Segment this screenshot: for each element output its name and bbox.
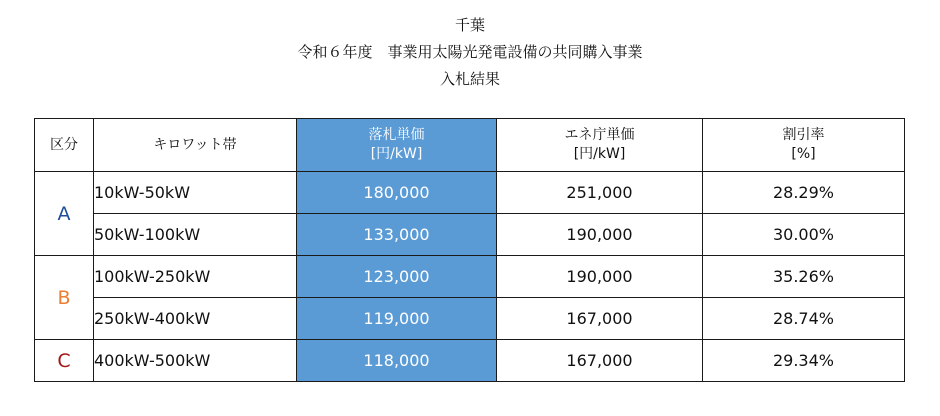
table-row <box>35 214 905 256</box>
kw-band-cell: 100kW-250kW <box>94 256 297 298</box>
header-kw-band: キロワット帯 <box>94 119 297 172</box>
header-agency-price-unit: [円/kW] <box>573 146 626 162</box>
category-a: A <box>35 172 94 256</box>
kw-band-cell: 250kW-400kW <box>94 298 297 340</box>
bid-price-cell: 118,000 <box>297 340 497 382</box>
agency-price-cell: 167,000 <box>497 298 703 340</box>
header-category: 区分 <box>35 119 94 172</box>
category-b: B <box>35 256 94 340</box>
agency-price-cell: 167,000 <box>497 340 703 382</box>
bid-price-cell: 180,000 <box>297 172 497 214</box>
agency-price-cell: 190,000 <box>497 256 703 298</box>
header-agency-price-label: エネ庁単価 <box>564 127 635 143</box>
bid-result-table <box>34 118 905 382</box>
title-block <box>0 12 940 93</box>
header-bid-price-unit: [円/kW] <box>370 146 423 162</box>
discount-cell: 30.00% <box>703 214 905 256</box>
bid-price-cell: 123,000 <box>297 256 497 298</box>
discount-cell: 35.26% <box>703 256 905 298</box>
discount-cell: 28.74% <box>703 298 905 340</box>
bid-price-cell: 133,000 <box>297 214 497 256</box>
header-bid-price <box>297 119 497 172</box>
kw-band-cell: 50kW-100kW <box>94 214 297 256</box>
header-discount-label: 割引率 <box>782 127 825 143</box>
kw-band-cell: 10kW-50kW <box>94 172 297 214</box>
table-row <box>35 172 905 214</box>
bid-price-cell: 119,000 <box>297 298 497 340</box>
header-agency-price <box>497 119 703 172</box>
header-discount-unit: [%] <box>791 146 816 162</box>
agency-price-cell: 190,000 <box>497 214 703 256</box>
discount-cell: 29.34% <box>703 340 905 382</box>
category-c: C <box>35 340 94 382</box>
discount-cell: 28.29% <box>703 172 905 214</box>
agency-price-cell: 251,000 <box>497 172 703 214</box>
title-project: 令和６年度 事業用太陽光発電設備の共同購入事業 <box>297 43 643 61</box>
header-discount <box>703 119 905 172</box>
table-header-row <box>35 119 905 172</box>
table-row <box>35 340 905 382</box>
kw-band-cell: 400kW-500kW <box>94 340 297 382</box>
table-row <box>35 298 905 340</box>
title-result: 入札結果 <box>439 70 500 88</box>
header-bid-price-label: 落札単価 <box>368 127 425 143</box>
table-row <box>35 256 905 298</box>
title-region: 千葉 <box>454 16 485 34</box>
